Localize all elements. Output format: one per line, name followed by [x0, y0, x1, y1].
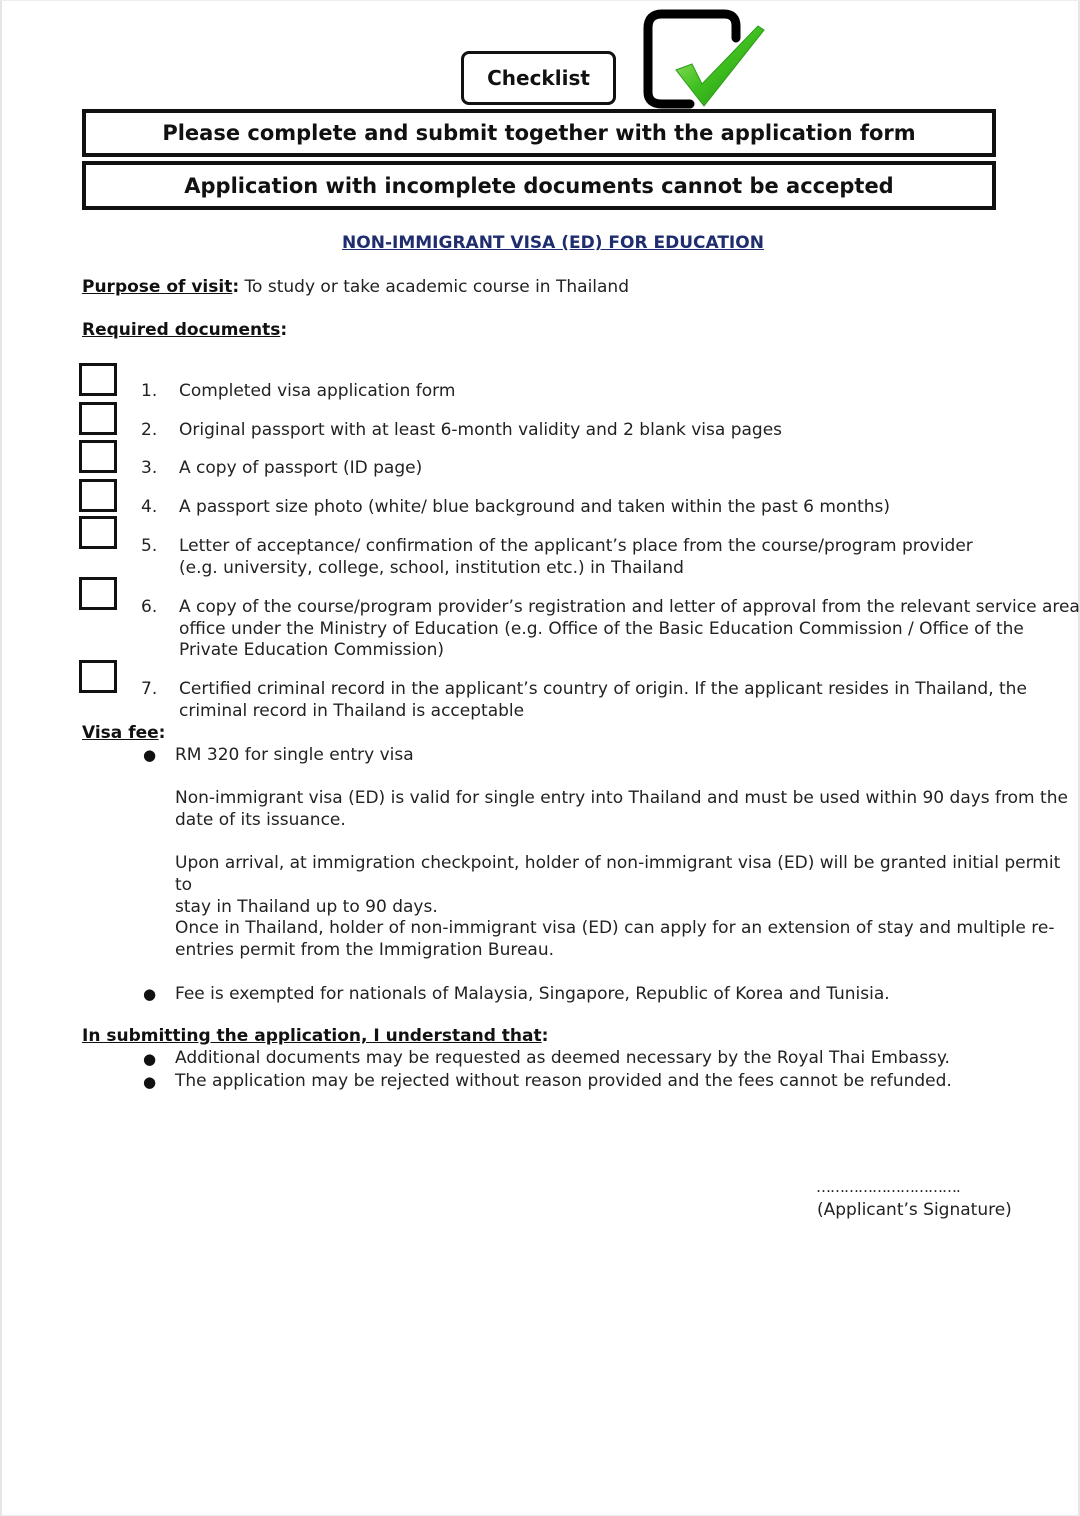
paragraph-line: Upon arrival, at immigration checkpoint, holder of non-immigrant visa (ED) will be granted initial permit to	[175, 853, 1061, 895]
item-line: criminal record in Thailand is acceptable	[179, 700, 525, 721]
paragraph-line: date of its issuance.	[175, 810, 346, 830]
item-number: 7.	[141, 679, 158, 699]
fee-exemption-note: Fee is exempted for nationals of Malaysia, Singapore, Republic of Korea and Tunisia.	[175, 984, 890, 1004]
understanding-item: The application may be rejected without reason provided and the fees cannot be refunded.	[175, 1071, 952, 1091]
checklist-label-box	[461, 51, 616, 105]
paragraph-line: Non-immigrant visa (ED) is valid for single entry into Thailand and must be used within 90 days from the	[175, 788, 1068, 808]
item-line: (e.g. university, college, school, institution etc.) in Thailand	[179, 557, 684, 578]
list-item	[179, 420, 782, 442]
list-item	[179, 497, 890, 519]
item-number: 4.	[141, 497, 158, 517]
visa-fee-paragraph	[175, 852, 1080, 918]
checkbox-item-5[interactable]	[79, 516, 117, 549]
item-line: Private Education Commission)	[179, 640, 445, 660]
visa-fee-label: Visa fee	[82, 723, 159, 743]
purpose-value: To study or take academic course in Thailand	[239, 277, 629, 297]
visa-fee-amount: RM 320 for single entry visa	[175, 745, 414, 765]
bullet-icon: ●	[143, 1050, 157, 1068]
visa-fee-colon: :	[158, 723, 166, 743]
submit-notice-banner	[82, 109, 996, 157]
document-title	[0, 233, 1080, 253]
paragraph-line: stay in Thailand up to 90 days.	[175, 897, 438, 917]
item-number: 6.	[141, 597, 158, 617]
understanding-item: Additional documents may be requested as deemed necessary by the Royal Thai Embassy.	[175, 1048, 950, 1068]
checkbox-item-3[interactable]	[79, 440, 117, 473]
purpose-colon: :	[232, 277, 240, 297]
item-line: office under the Ministry of Education (e.g. Office of the Basic Education Commission / Office of the	[179, 618, 1024, 639]
list-item	[179, 679, 1027, 722]
understanding-label: In submitting the application, I understand that	[82, 1026, 542, 1046]
list-item	[179, 381, 455, 403]
item-line: Letter of acceptance/ confirmation of the applicant’s place from the course/program provider	[179, 536, 973, 556]
required-colon: :	[280, 320, 288, 340]
understanding-heading	[82, 1026, 548, 1046]
item-line: A copy of the course/program provider’s registration and letter of approval from the relevant service area	[179, 597, 1080, 617]
visa-fee-heading	[82, 723, 165, 743]
item-number: 5.	[141, 536, 158, 556]
required-label: Required documents	[82, 320, 281, 340]
checkbox-item-2[interactable]	[79, 402, 117, 435]
bullet-icon: ●	[143, 1073, 157, 1091]
item-line: Completed visa application form	[179, 381, 456, 401]
item-number: 3.	[141, 458, 158, 478]
item-line: A copy of passport (ID page)	[179, 458, 423, 478]
paragraph-line: Once in Thailand, holder of non-immigrant visa (ED) can apply for an extension of stay and multiple re-	[175, 918, 1055, 938]
signature-label: (Applicant’s Signature)	[817, 1200, 1012, 1220]
visa-fee-paragraph	[175, 917, 1054, 961]
checkbox-item-6[interactable]	[79, 577, 117, 610]
checklist-label: Checklist	[487, 66, 590, 90]
item-number: 1.	[141, 381, 158, 401]
incomplete-notice-text: Application with incomplete documents cannot be accepted	[184, 173, 894, 198]
checkbox-item-1[interactable]	[79, 363, 117, 396]
checkbox-item-4[interactable]	[79, 479, 117, 512]
list-item	[179, 458, 422, 480]
paragraph-line: entries permit from the Immigration Bureau.	[175, 940, 555, 960]
purpose-of-visit	[82, 277, 629, 297]
checkbox-checkmark-icon	[640, 8, 770, 110]
item-number: 2.	[141, 420, 158, 440]
document-title-text: NON-IMMIGRANT VISA (ED) FOR EDUCATION	[342, 233, 764, 253]
item-line: Original passport with at least 6-month validity and 2 blank visa pages	[179, 420, 783, 440]
list-item	[179, 536, 973, 579]
incomplete-notice-banner	[82, 161, 996, 210]
list-item	[179, 597, 1080, 662]
required-documents-heading	[82, 320, 287, 340]
understanding-colon: :	[541, 1026, 549, 1046]
signature-line[interactable]: ………………………….	[816, 1178, 960, 1196]
bullet-icon: ●	[143, 746, 157, 764]
purpose-label: Purpose of visit	[82, 277, 233, 297]
item-line: A passport size photo (white/ blue background and taken within the past 6 months)	[179, 497, 891, 517]
bullet-icon: ●	[143, 985, 157, 1003]
item-line: Certified criminal record in the applicant’s country of origin. If the applicant resides in Thailand, the	[179, 679, 1027, 699]
submit-notice-text: Please complete and submit together with the application form	[162, 121, 916, 145]
checkbox-item-7[interactable]	[79, 660, 117, 693]
visa-fee-paragraph	[175, 787, 1068, 831]
